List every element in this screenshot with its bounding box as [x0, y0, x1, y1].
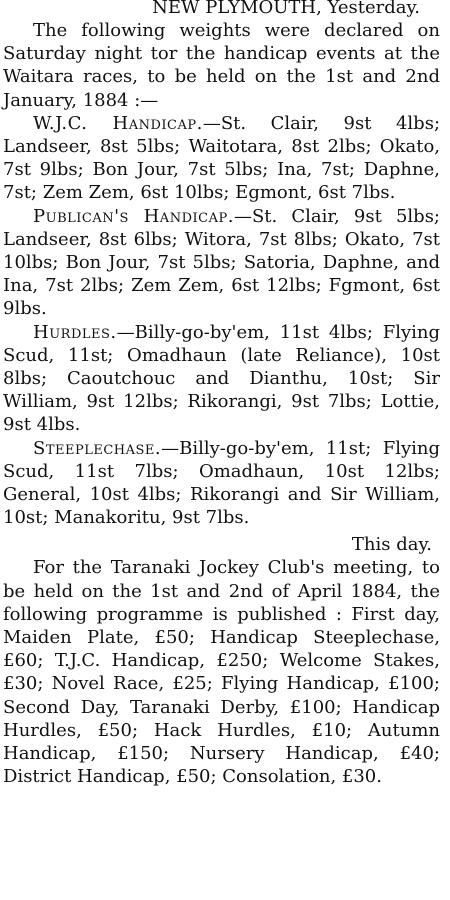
event-heading: Publican's Handicap.	[33, 205, 234, 227]
event-steeplechase	[3, 437, 440, 530]
event-hurdles	[3, 321, 440, 437]
event-publicans-handicap	[3, 205, 440, 321]
event-weights: —Billy-go-by'em, 11st; Flying Scud, 11st 7lbs; Omadhaun, 10st 12lbs; General, 10st 4lbs; Rikorangi and Sir William, 10st; Manakoritu, 9st 7lbs.	[3, 437, 440, 529]
second-dateline: This day.	[351, 534, 432, 556]
event-heading: Hurdles.	[33, 321, 117, 343]
intro-paragraph: The following weights were declared on Saturday night tor the handicap events at the Waitara races, to be held on the 1st and 2nd January, 1884 :—	[3, 20, 440, 111]
event-weights: —St. Clair, 9st 4lbs; Landseer, 8st 5lbs; Waitotara, 8st 2lbs; Okato, 7st 9lbs; Bon Jour, 7st 5lbs; Ina, 7st; Daphne, 7st; Zem Zem, 6st 10lbs; Egmont, 6st 7lbs.	[3, 112, 441, 204]
event-weights: —St. Clair, 9st 5lbs; Landseer, 8st 6lbs; Witora, 7st 8lbs; Okato, 7st 10lbs; Bon Jour, 7st 5lbs; Satoria, Daphne, and Ina, 7st 2lbs; Zem Zem, 6st 12lbs; Fgmont, 6st 9lbs.	[3, 205, 440, 320]
programme-paragraph: For the Taranaki Jockey Club's meeting, to be held on the 1st and 2nd of April 1884, the following programme is published : First day, Maiden Plate, £50; Handicap Steeplechase, £60; T.J.C. Handicap, £250; Welcome Stakes, £30; Novel Race, £25; Flying Handicap, £100; Second Day, Taranaki Derby, £100; Handicap Hurdles, £50; Hack Hurdles, £10; Autumn Handicap, £150; Nursery Handicap, £40; District Handicap, £50; Consolation, £30.	[3, 557, 440, 788]
dateline: NEW PLYMOUTH, Yesterday.	[152, 0, 420, 18]
event-heading: W.J.C. Handicap.	[33, 112, 203, 134]
event-weights: —Billy-go-by'em, 11st 4lbs; Flying Scud, 11st; Omadhaun (late Reliance), 10st 8lbs; Caoutchouc and Dianthu, 10st; Sir William, 9st 12lbs; Rikorangi, 9st 7lbs; Lottie, 9st 4lbs.	[3, 321, 440, 436]
event-heading: Steeplechase.	[33, 437, 162, 459]
event-wjc-handicap	[3, 112, 440, 205]
